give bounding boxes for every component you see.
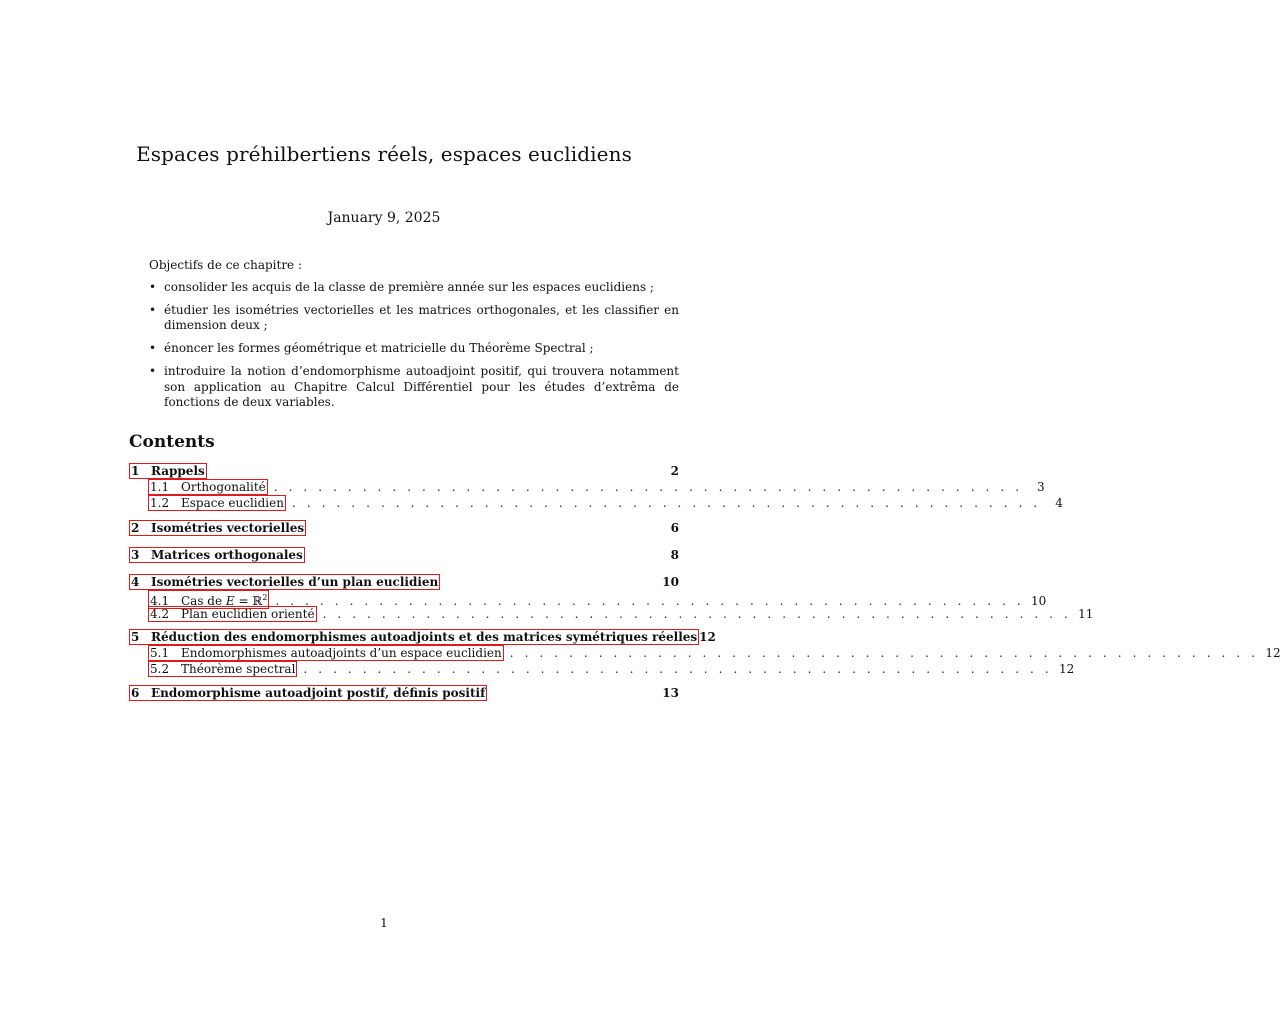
toc-link-rappels[interactable]: 1 Rappels bbox=[131, 464, 205, 478]
dot-leader: . . . . . . . . . . . . . . . . . . . . . . . . . . . . . . . . . . . . . . . . . . . . . . . . . . . bbox=[509, 646, 1259, 660]
bullet-icon: • bbox=[149, 302, 157, 317]
dot-leader: . . . . . . . . . . . . . . . . . . . . . . . . . . . . . . . . . . . . . . . . . . . . . . . . . . . bbox=[273, 480, 1023, 494]
toc-link-endomorphismes-autoadjoints[interactable]: 5.1 Endomorphismes autoadjoints d’un espace euclidien bbox=[150, 646, 502, 660]
toc-entry-espace-euclidien bbox=[148, 495, 1063, 511]
page-number: 1 bbox=[380, 916, 388, 930]
toc-link-plan-euclidien-oriente[interactable]: 4.2 Plan euclidien orienté bbox=[150, 607, 315, 621]
objective-item: • introduire la notion d’endomorphisme autoadjoint positif, qui trouvera notamment son application au Chapitre Calcul Différentiel pour les études d’extrêma de fonctions de deux variables. bbox=[149, 364, 679, 409]
bullet-icon: • bbox=[149, 279, 157, 294]
toc-page-number: 10 bbox=[1031, 594, 1047, 608]
toc-link-endomorphisme-positif[interactable]: 6 Endomorphisme autoadjoint postif, définis positif bbox=[131, 686, 486, 700]
toc-link-cas-de-e[interactable]: 4.1 Cas de E = ℝ$^2$ bbox=[148, 590, 269, 609]
objective-item: • énoncer les formes géométrique et matricielle du Théorème Spectral ; bbox=[149, 341, 594, 355]
toc-entry-reduction bbox=[129, 629, 716, 645]
toc-link-espace-euclidien[interactable]: 1.2 Espace euclidien bbox=[150, 496, 284, 510]
document-title: Espaces préhilbertiens réels, espaces euclidiens bbox=[136, 142, 632, 166]
objective-item: • consolider les acquis de la classe de première année sur les espaces euclidiens ; bbox=[149, 279, 654, 294]
toc-link-isometries-plan[interactable]: 4 Isométries vectorielles d’un plan euclidien bbox=[131, 575, 439, 589]
objective-item: • étudier les isométries vectorielles et les matrices orthogonales, et les classifier en dimension deux ; bbox=[149, 302, 679, 332]
dot-leader: . . . . . . . . . . . . . . . . . . . . . . . . . . . . . . . . . . . . . . . . . . . . . . . . . . . bbox=[291, 496, 1041, 510]
toc-entry-endomorphismes-autoadjoints bbox=[148, 645, 1281, 661]
toc-entry-rappels bbox=[129, 463, 679, 479]
dot-leader: . . . . . . . . . . . . . . . . . . . . . . . . . . . . . . . . . . . . . . . . . . . . . . . . . . . bbox=[303, 662, 1053, 676]
toc-page-number: 2 bbox=[670, 464, 679, 478]
toc-page-number: 10 bbox=[662, 575, 679, 589]
objectives-block bbox=[149, 258, 679, 418]
toc-page-number: 12 bbox=[699, 630, 716, 644]
toc-page-number: 6 bbox=[670, 521, 679, 535]
toc-page-number: 12 bbox=[1265, 646, 1281, 660]
toc-page-number: 3 bbox=[1036, 480, 1045, 494]
toc-entry-isometries-vectorielles bbox=[129, 520, 679, 536]
toc-page-number: 4 bbox=[1055, 496, 1063, 510]
contents-heading: Contents bbox=[129, 432, 215, 452]
toc-page-number: 11 bbox=[1078, 607, 1094, 621]
toc-entry-matrices-orthogonales bbox=[129, 547, 679, 563]
dot-leader: . . . . . . . . . . . . . . . . . . . . . . . . . . . . . . . . . . . . . . . . . . . . . . . . . . . bbox=[275, 594, 1025, 608]
toc-entry-cas-de-e bbox=[148, 590, 1047, 608]
toc-link-reduction[interactable]: 5 Réduction des endomorphismes autoadjoints et des matrices symétriques réelles bbox=[131, 630, 698, 644]
objectives-intro: Objectifs de ce chapitre : bbox=[149, 258, 303, 272]
bullet-icon: • bbox=[149, 341, 157, 355]
document-date: January 9, 2025 bbox=[327, 210, 441, 226]
toc-link-theoreme-spectral[interactable]: 5.2 Théorème spectral bbox=[150, 662, 296, 676]
dot-leader: . . . . . . . . . . . . . . . . . . . . . . . . . . . . . . . . . . . . . . . . . . . . . . . . . . . bbox=[322, 607, 1072, 621]
toc-entry-plan-euclidien-oriente bbox=[148, 606, 1094, 622]
objectives-list bbox=[149, 280, 679, 411]
toc-link-matrices-orthogonales[interactable]: 3 Matrices orthogonales bbox=[131, 548, 303, 562]
toc-entry-isometries-plan bbox=[129, 574, 679, 590]
toc-page-number: 8 bbox=[670, 548, 679, 562]
toc-page-number: 12 bbox=[1058, 662, 1075, 676]
toc-entry-orthogonalite bbox=[148, 479, 1045, 495]
toc-page-number: 13 bbox=[662, 686, 679, 700]
toc-entry-endomorphisme-positif bbox=[129, 685, 679, 701]
bullet-icon: • bbox=[149, 364, 157, 378]
toc-entry-theoreme-spectral bbox=[148, 661, 1075, 677]
toc-link-isometries-vectorielles[interactable]: 2 Isométries vectorielles bbox=[131, 521, 305, 535]
toc-link-orthogonalite[interactable]: 1.1 Orthogonalité bbox=[150, 480, 266, 494]
